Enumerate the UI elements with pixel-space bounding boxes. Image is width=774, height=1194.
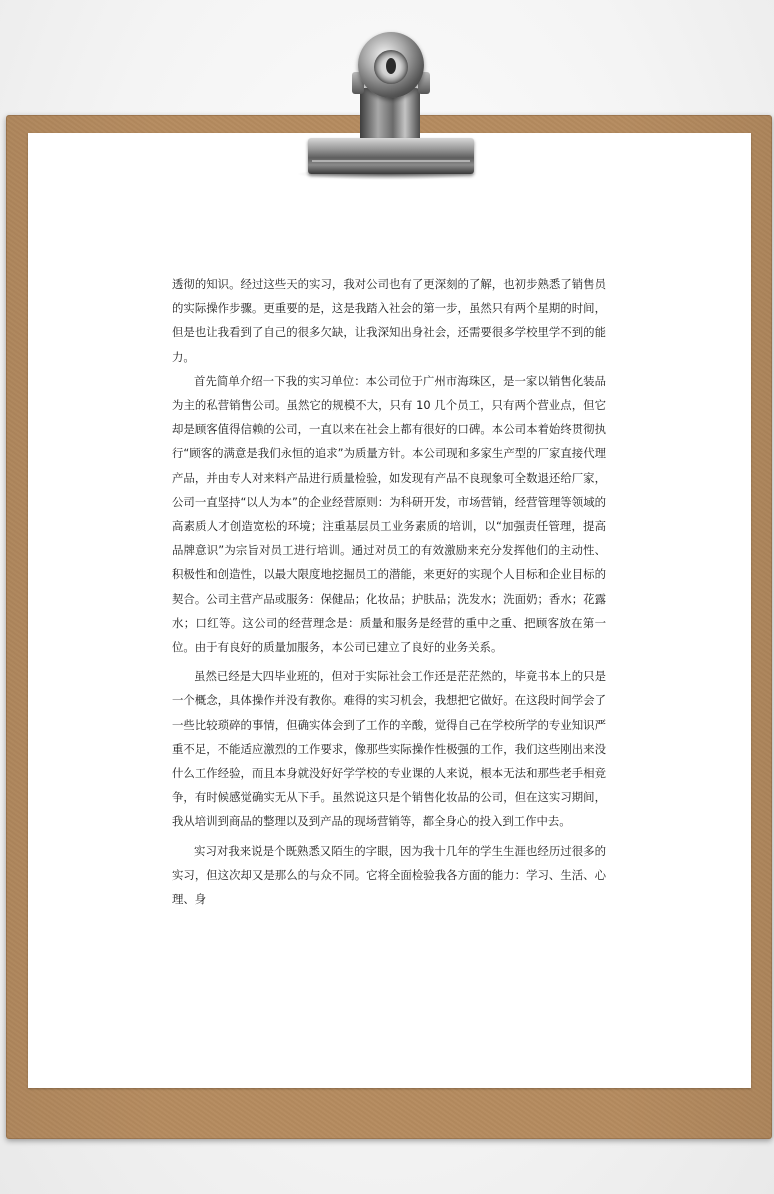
paragraph-3: 虽然已经是大四毕业班的，但对于实际社会工作还是茫茫然的，毕竟书本上的只是一个概念，具体操作并没有教你。难得的实习机会，我想把它做好。在这段时间学会了一些比较琐碎的事情，但确实体会到了工作的辛酸，觉得自己在学校所学的专业知识严重不足，不能适应激烈的工作要求，像那些实际操作性极强的工作，我们这些刚出来没什么工作经验，而且本身就没好好学学校的专业课的人来说，根本无法和那些老手相竞争，有时候感觉确实无从下手。虽然说这只是个销售化妆品的公司，但在这实习期间，我从培训到商品的整理以及到产品的现场营销等，都全身心的投入到工作中去。	[172, 669, 606, 829]
clip-base-highlight	[312, 160, 470, 162]
clip-base	[308, 138, 474, 174]
document-body	[172, 272, 606, 911]
paragraph-1: 透彻的知识。经过这些天的实习，我对公司也有了更深刻的了解，也初步熟悉了销售员的实际操作步骤。更重要的是，这是我踏入社会的第一步，虽然只有两个星期的时间，但是也让我看到了自己的很多欠缺，让我深知出身社会，还需要很多学校里学不到的能力。	[172, 277, 606, 364]
clip-hole	[386, 58, 396, 74]
paragraph-4: 实习对我来说是个既熟悉又陌生的字眼，因为我十几年的学生生涯也经历过很多的实习，但这次却又是那么的与众不同。它将全面检验我各方面的能力：学习、生活、心理、身	[172, 843, 606, 907]
paragraph-2: 首先简单介绍一下我的实习单位：本公司位于广州市海珠区，是一家以销售化装品为主的私营销售公司。虽然它的规模不大，只有 10 几个员工，只有两个营业点，但它却是顾客值得信赖的公司，一直以来在社会上都有很好的口碑。本公司本着始终贯彻执行“顾客的满意是我们永恒的追求”为质量方针。本公司现和多家生产型的厂家直接代理产品，并由专人对来料产品进行质量检验，如发现有产品不良现象可全数退还给厂家，公司一直坚持“以人为本”的企业经营原则：为科研开发，市场营销，经营管理等领域的高素质人才创造宽松的环境；注重基层员工业务素质的培训，以“加强责任管理，提高品牌意识”为宗旨对员工进行培训。通过对员工的有效激励来充分发挥他们的主动性、积极性和创造性，以最大限度地挖掘员工的潜能，来更好的实现个人目标和企业目标的契合。公司主营产品或服务：保健品；化妆品；护肤品；洗发水；洗面奶；香水；花露水；口红等。这公司的经营理念是：质量和服务是经营的重中之重、把顾客放在第一位。由于有良好的质量加服务，本公司已建立了良好的业务关系。	[172, 373, 606, 655]
